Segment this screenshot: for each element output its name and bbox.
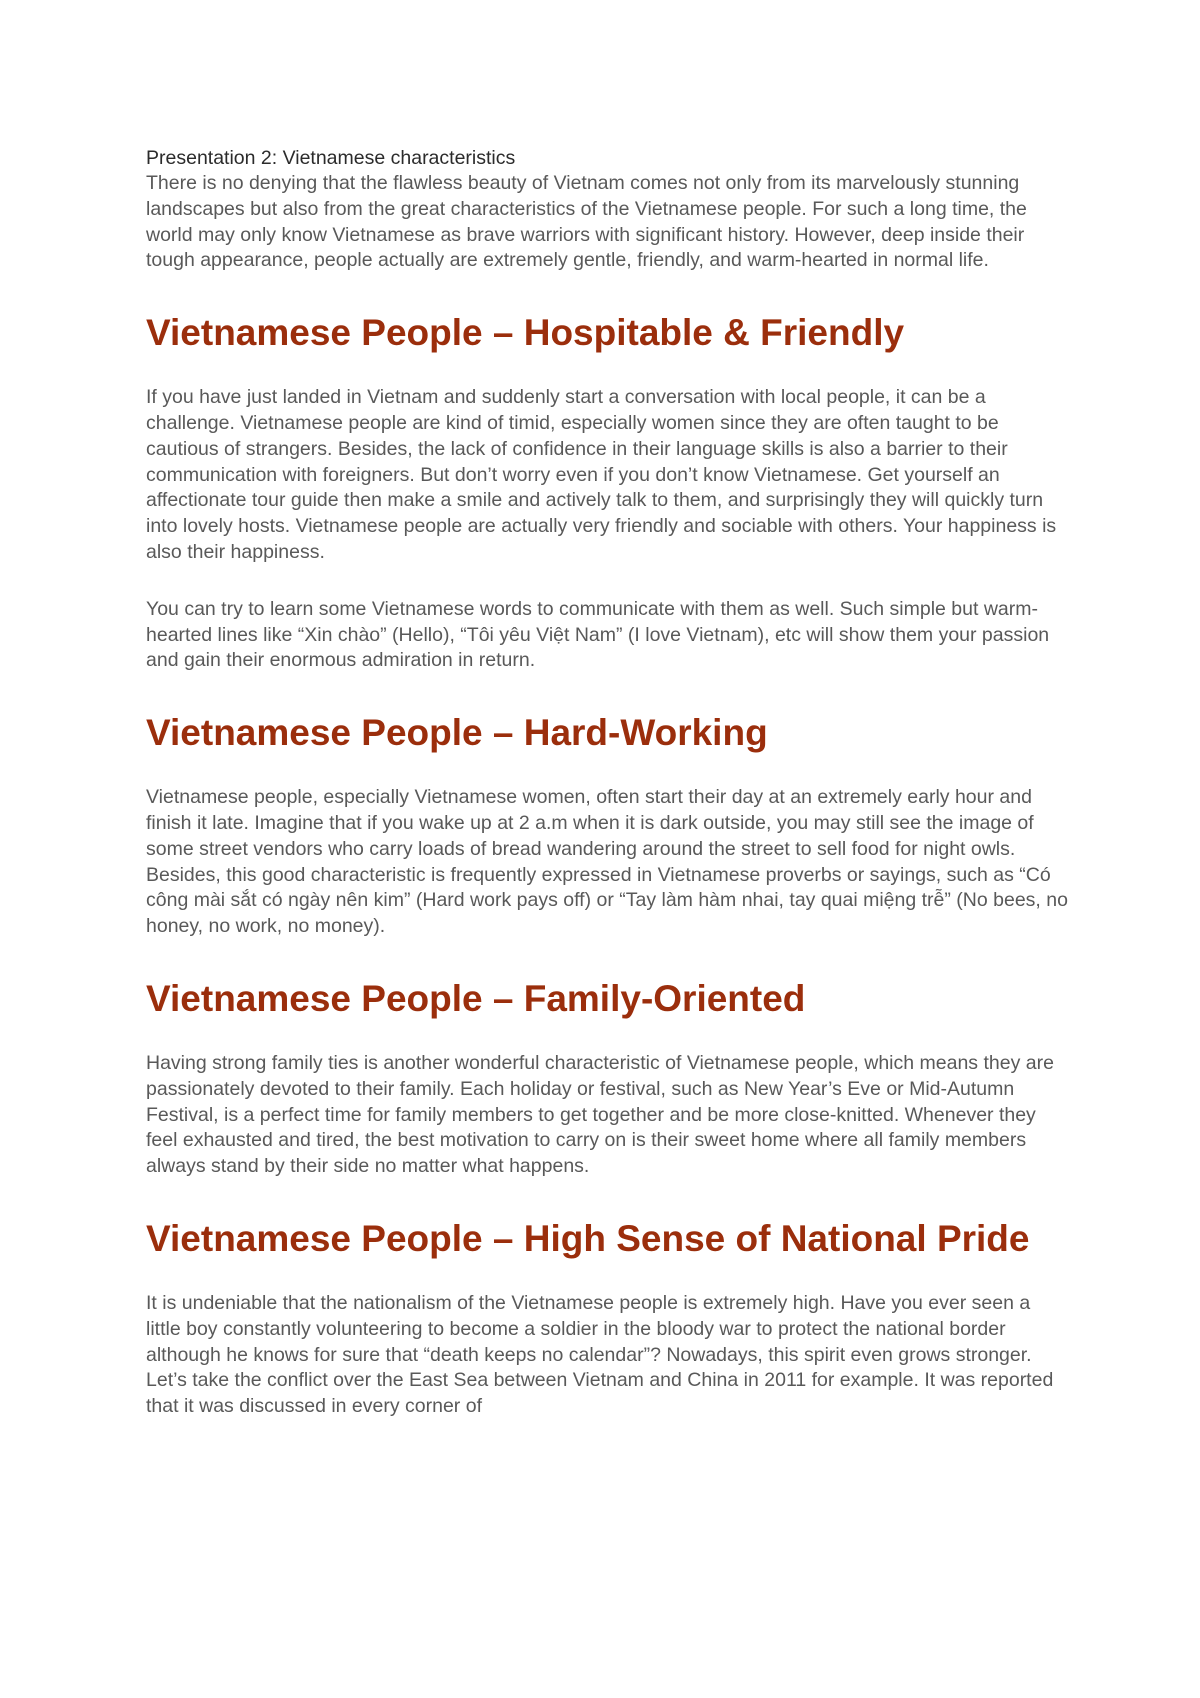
section-heading-national-pride: Vietnamese People – High Sense of National Pride	[146, 1217, 1030, 1259]
section-paragraph: Having strong family ties is another wonderful characteristic of Vietnamese people, which means they are passionately devoted to their family. Each holiday or festival, such as New Year’s Eve or Mid-Autumn Festival, is a perfect time for family members to get together and be more close-knitted. Whenever they feel exhausted and tired, the best motivation to carry on is their sweet home where all family members always stand by their side no matter what happens.	[146, 1051, 1054, 1178]
section-heading-family-oriented: Vietnamese People – Family-Oriented	[146, 977, 806, 1019]
section-paragraph: If you have just landed in Vietnam and suddenly start a conversation with local people, it can be a challenge. Vietnamese people are kind of timid, especially women since they are often taught to be cautious of strangers. Besides, the lack of confidence in their language skills is also a barrier to their communication with foreigners. But don’t worry even if you don’t know Vietnamese. Get yourself an affectionate tour guide then make a smile and actively talk to them, and surprisingly they will quickly turn into lovely hosts. Vietnamese people are actually very friendly and sociable with others. Your happiness is also their happiness.	[146, 386, 1057, 563]
document-title: Presentation 2: Vietnamese characteristics	[146, 147, 516, 169]
document-page	[146, 146, 1070, 1420]
intro-paragraph: There is no denying that the flawless beauty of Vietnam comes not only from its marvelously stunning landscapes but also from the great characteristics of the Vietnamese people. For such a long time, the world may only know Vietnamese as brave warriors with significant history. However, deep inside their tough appearance, people actually are extremely gentle, friendly, and warm-hearted in normal life.	[146, 172, 1027, 272]
section-paragraph: It is undeniable that the nationalism of the Vietnamese people is extremely high. Have you ever seen a little boy constantly volunteering to become a soldier in the bloody war to protect the national border although he knows for sure that “death keeps no calendar”? Nowadays, this spirit even grows stronger. Let’s take the conflict over the East Sea between Vietnam and China in 2011 for example. It was reported that it was discussed in every corner of	[146, 1291, 1054, 1418]
section-heading-hard-working: Vietnamese People – Hard-Working	[146, 712, 768, 754]
section-paragraph: Vietnamese people, especially Vietnamese women, often start their day at an extremely early hour and finish it late. Imagine that if you wake up at 2 a.m when it is dark outside, you may still see the image of some street vendors who carry loads of bread wandering around the street to sell food for night owls. Besides, this good characteristic is frequently expressed in Vietnamese proverbs or sayings, such as “Có công mài sắt có ngày nên kim” (Hard work pays off) or “Tay làm hàm nhai, tay quai miệng trễ” (No bees, no honey, no work, no money).	[146, 786, 1068, 938]
section-heading-hospitable: Vietnamese People – Hospitable & Friendly	[146, 312, 905, 354]
section-paragraph: You can try to learn some Vietnamese words to communicate with them as well. Such simple but warm-hearted lines like “Xin chào” (Hello), “Tôi yêu Việt Nam” (I love Vietnam), etc will show them your passion and gain their enormous admiration in return.	[146, 597, 1050, 672]
